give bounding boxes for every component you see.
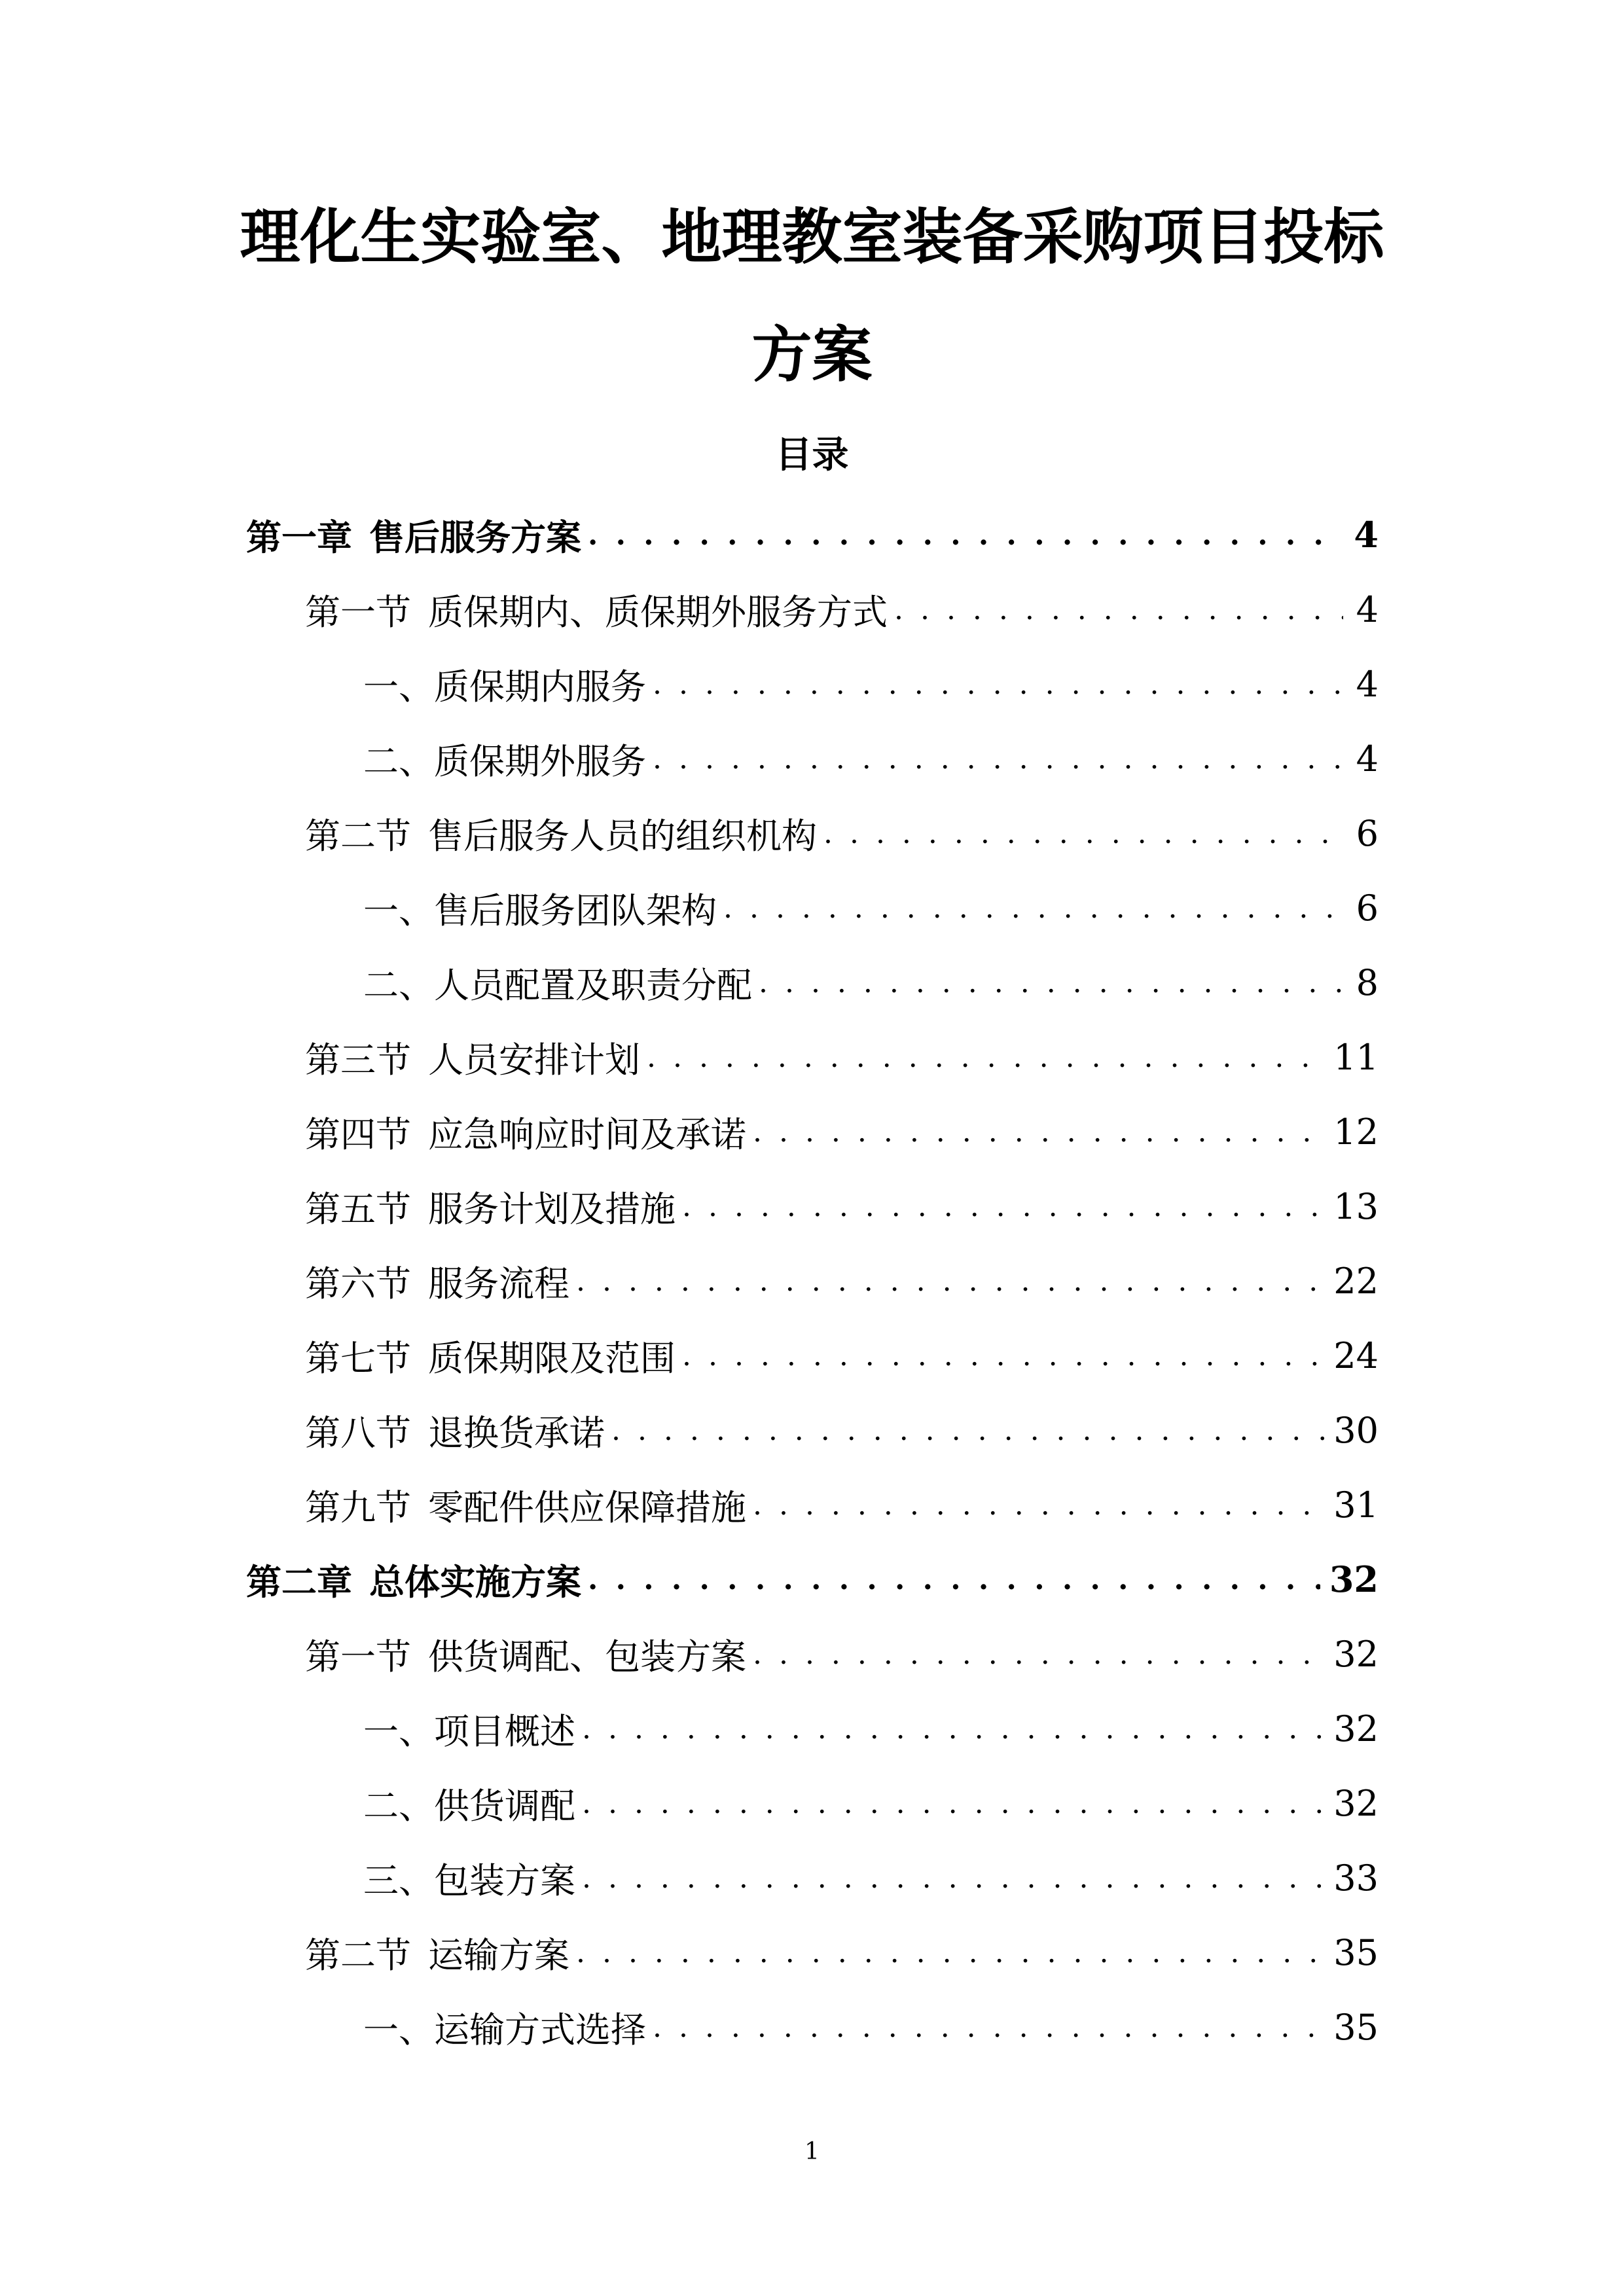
toc-entry-chapter-2[interactable] (0, 1542, 1379, 1617)
toc-entry-label: 第一章 (246, 516, 352, 558)
toc-leader-dots (653, 2011, 1324, 2044)
toc-leader-dots (723, 891, 1343, 925)
toc-leader-dots (588, 1563, 1320, 1596)
toc-entry-section[interactable] (0, 1617, 1379, 1691)
toc-entry-text: 一、运输方式选择 (363, 2009, 646, 2051)
toc-entry-text: 一、项目概述 (363, 1710, 575, 1752)
toc-entry-title (305, 1181, 682, 1232)
toc-entry-text: 总体实施方案 (369, 1560, 581, 1603)
toc-entry-text: 质保期限及范围 (428, 1337, 676, 1379)
toc-entry-section[interactable] (0, 1020, 1379, 1094)
toc-entry-section[interactable] (0, 1244, 1379, 1318)
toc-entry-text: 应急响应时间及承诺 (428, 1113, 746, 1155)
toc-entry-label: 第六节 (305, 1263, 411, 1304)
toc-entry-subsection[interactable] (0, 1840, 1379, 1915)
toc-entry-label: 第五节 (305, 1188, 411, 1230)
toc-entry-text: 三、包装方案 (363, 1859, 575, 1901)
toc-entry-page: 13 (1333, 1185, 1379, 1227)
toc-entry-text: 二、质保期外服务 (363, 740, 646, 782)
toc-entry-title (305, 1331, 682, 1381)
table-of-contents (0, 497, 1624, 2064)
page-number: 1 (804, 2138, 820, 2165)
toc-entry-section[interactable] (0, 572, 1379, 647)
toc-entry-page: 32 (1333, 1782, 1379, 1824)
toc-entry-title (246, 510, 588, 560)
toc-entry-section[interactable] (0, 1915, 1379, 1990)
toc-leader-dots (682, 1190, 1324, 1223)
toc-entry-text: 一、质保期内服务 (363, 666, 646, 708)
toc-entry-label: 第二节 (305, 1934, 411, 1976)
toc-leader-dots (588, 518, 1343, 552)
document-title-line-2: 方案 (751, 319, 873, 390)
toc-entry-page: 32 (1333, 1708, 1379, 1749)
toc-entry-subsection[interactable] (0, 870, 1379, 945)
toc-entry-page: 12 (1333, 1111, 1379, 1153)
toc-entry-page: 8 (1356, 961, 1379, 1003)
toc-entry-subsection[interactable] (0, 647, 1379, 721)
toc-entry-page: 6 (1356, 812, 1379, 854)
toc-entry-section[interactable] (0, 1318, 1379, 1393)
toc-entry-page: 30 (1333, 1409, 1379, 1451)
toc-entry-text: 售后服务人员的组织机构 (428, 815, 817, 857)
toc-entry-title (305, 1629, 753, 1679)
toc-entry-section[interactable] (0, 1467, 1379, 1542)
toc-entry-text: 服务流程 (428, 1263, 569, 1304)
toc-entry-page: 35 (1333, 2006, 1379, 2048)
toc-entry-text: 零配件供应保障措施 (428, 1486, 746, 1528)
toc-leader-dots (753, 1488, 1324, 1522)
toc-entry-subsection[interactable] (0, 1691, 1379, 1766)
toc-leader-dots (653, 668, 1343, 701)
toc-entry-title (305, 1107, 753, 1157)
toc-entry-section[interactable] (0, 796, 1379, 870)
toc-entry-title (305, 808, 823, 859)
toc-entry-text: 供货调配、包装方案 (428, 1636, 746, 1677)
toc-entry-label: 第二节 (305, 815, 411, 857)
toc-entry-text: 一、售后服务团队架构 (363, 889, 717, 931)
toc-leader-dots (611, 1414, 1324, 1447)
toc-entry-page: 32 (1329, 1558, 1379, 1600)
toc-entry-section[interactable] (0, 1169, 1379, 1244)
toc-leader-dots (582, 1787, 1324, 1820)
toc-entry-title (305, 1032, 647, 1083)
document-title-line-1: 理化生实验室、地理教室装备采购项目投标 (240, 202, 1384, 272)
toc-leader-dots (582, 1712, 1324, 1746)
toc-entry-subsection[interactable] (0, 1990, 1379, 2064)
toc-entry-page: 4 (1354, 514, 1379, 556)
toc-entry-page: 22 (1333, 1260, 1379, 1302)
toc-entry-subsection[interactable] (0, 721, 1379, 796)
toc-leader-dots (647, 1041, 1324, 1074)
toc-entry-label: 第八节 (305, 1412, 411, 1454)
toc-leader-dots (753, 1115, 1324, 1149)
toc-entry-page: 32 (1333, 1633, 1379, 1675)
toc-entry-label: 第一节 (305, 1636, 411, 1677)
toc-leader-dots (823, 817, 1343, 850)
toc-entry-text: 人员安排计划 (428, 1039, 640, 1081)
toc-entry-text: 二、供货调配 (363, 1785, 575, 1827)
toc-leader-dots (653, 742, 1343, 776)
toc-entry-section[interactable] (0, 1094, 1379, 1169)
toc-entry-label: 第一节 (305, 591, 411, 633)
toc-entry-title (305, 584, 894, 635)
toc-leader-dots (576, 1265, 1324, 1298)
toc-entry-title (305, 1928, 576, 1978)
toc-entry-title (305, 1405, 611, 1456)
toc-leader-dots (582, 1861, 1324, 1895)
toc-entry-page: 4 (1356, 663, 1379, 705)
toc-entry-text: 运输方案 (428, 1934, 569, 1976)
toc-entry-text: 二、人员配置及职责分配 (363, 964, 752, 1006)
toc-entry-title (246, 1554, 588, 1605)
toc-entry-page: 6 (1356, 887, 1379, 929)
toc-entry-label: 第四节 (305, 1113, 411, 1155)
toc-leader-dots (576, 1936, 1324, 1969)
toc-leader-dots (682, 1339, 1324, 1372)
toc-entry-page: 24 (1333, 1335, 1379, 1376)
toc-entry-subsection[interactable] (0, 1766, 1379, 1840)
toc-entry-page: 4 (1356, 738, 1379, 780)
toc-entry-label: 第九节 (305, 1486, 411, 1528)
toc-entry-page: 35 (1333, 1931, 1379, 1973)
toc-heading: 目录 (775, 433, 849, 476)
toc-leader-dots (753, 1638, 1324, 1671)
toc-entry-label: 第二章 (246, 1560, 352, 1603)
toc-entry-page: 31 (1333, 1484, 1379, 1526)
toc-entry-text: 质保期内、质保期外服务方式 (428, 591, 888, 633)
toc-entry-text: 售后服务方案 (369, 516, 581, 558)
toc-entry-title (305, 1480, 753, 1530)
toc-entry-page: 11 (1333, 1036, 1379, 1078)
toc-entry-text: 退换货承诺 (428, 1412, 605, 1454)
toc-entry-page: 33 (1333, 1857, 1379, 1899)
toc-leader-dots (759, 966, 1343, 999)
toc-entry-label: 第七节 (305, 1337, 411, 1379)
toc-entry-page: 4 (1356, 588, 1379, 630)
toc-entry-text: 服务计划及措施 (428, 1188, 676, 1230)
toc-entry-subsection[interactable] (0, 945, 1379, 1020)
toc-entry-chapter-1[interactable] (0, 497, 1379, 572)
toc-entry-title (305, 1256, 576, 1306)
toc-entry-label: 第三节 (305, 1039, 411, 1081)
toc-entry-section[interactable] (0, 1393, 1379, 1467)
toc-leader-dots (894, 593, 1343, 626)
